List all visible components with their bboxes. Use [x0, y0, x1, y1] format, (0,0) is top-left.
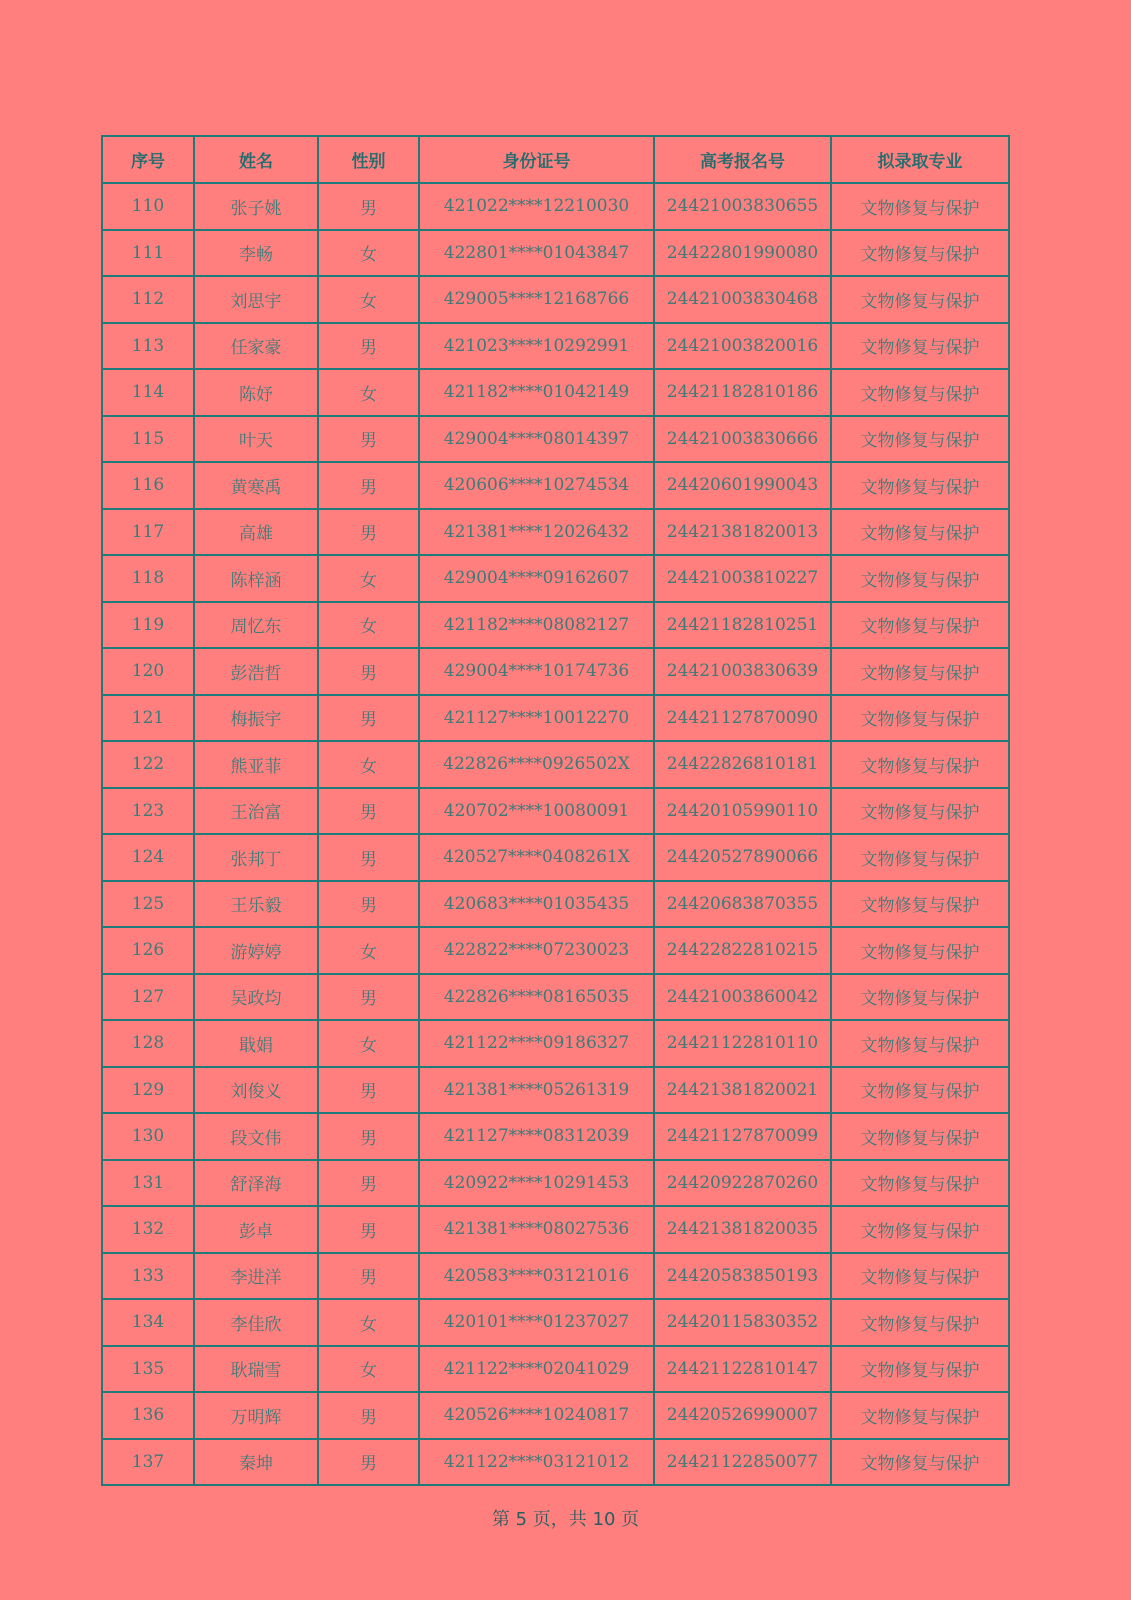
cell-id-number: 429004****10174736 [419, 648, 654, 695]
cell-name: 戢娟 [194, 1020, 318, 1067]
cell-seq: 129 [102, 1067, 194, 1114]
cell-exam-number: 24421122810110 [654, 1020, 831, 1067]
cell-major: 文物修复与保护 [831, 1253, 1009, 1300]
table-row [102, 927, 1009, 974]
cell-major: 文物修复与保护 [831, 1392, 1009, 1439]
cell-gender: 女 [318, 1020, 419, 1067]
cell-gender: 女 [318, 369, 419, 416]
cell-name: 陈梓涵 [194, 555, 318, 602]
table-row [102, 1160, 1009, 1207]
cell-major: 文物修复与保护 [831, 416, 1009, 463]
cell-gender: 男 [318, 1253, 419, 1300]
cell-gender: 男 [318, 323, 419, 370]
cell-major: 文物修复与保护 [831, 695, 1009, 742]
cell-seq: 122 [102, 741, 194, 788]
cell-name: 李进洋 [194, 1253, 318, 1300]
cell-exam-number: 24421003820016 [654, 323, 831, 370]
cell-seq: 135 [102, 1346, 194, 1393]
cell-major: 文物修复与保护 [831, 1299, 1009, 1346]
table-row [102, 183, 1009, 230]
table-row [102, 974, 1009, 1021]
cell-seq: 116 [102, 462, 194, 509]
cell-seq: 120 [102, 648, 194, 695]
cell-id-number: 421023****10292991 [419, 323, 654, 370]
cell-seq: 137 [102, 1439, 194, 1486]
cell-id-number: 422801****01043847 [419, 230, 654, 277]
cell-major: 文物修复与保护 [831, 1020, 1009, 1067]
cell-seq: 115 [102, 416, 194, 463]
cell-exam-number: 24421381820013 [654, 509, 831, 556]
cell-exam-number: 24420527890066 [654, 834, 831, 881]
cell-name: 游婷婷 [194, 927, 318, 974]
cell-exam-number: 24420683870355 [654, 881, 831, 928]
cell-id-number: 429004****08014397 [419, 416, 654, 463]
cell-exam-number: 24420922870260 [654, 1160, 831, 1207]
cell-seq: 110 [102, 183, 194, 230]
cell-major: 文物修复与保护 [831, 648, 1009, 695]
table-row [102, 1253, 1009, 1300]
cell-gender: 女 [318, 602, 419, 649]
cell-gender: 男 [318, 183, 419, 230]
cell-id-number: 421127****10012270 [419, 695, 654, 742]
page-number: 第 5 页，共 10 页 [491, 1509, 640, 1530]
table-row [102, 1439, 1009, 1486]
cell-major: 文物修复与保护 [831, 230, 1009, 277]
cell-exam-number: 24422822810215 [654, 927, 831, 974]
table-body [102, 183, 1009, 1485]
cell-seq: 119 [102, 602, 194, 649]
cell-gender: 女 [318, 276, 419, 323]
cell-name: 叶天 [194, 416, 318, 463]
cell-seq: 113 [102, 323, 194, 370]
cell-exam-number: 24421122810147 [654, 1346, 831, 1393]
cell-major: 文物修复与保护 [831, 974, 1009, 1021]
cell-exam-number: 24421003860042 [654, 974, 831, 1021]
cell-seq: 133 [102, 1253, 194, 1300]
cell-id-number: 421381****05261319 [419, 1067, 654, 1114]
cell-name: 李佳欣 [194, 1299, 318, 1346]
table-row [102, 1346, 1009, 1393]
cell-gender: 男 [318, 648, 419, 695]
cell-exam-number: 24421182810186 [654, 369, 831, 416]
cell-gender: 女 [318, 1299, 419, 1346]
table-row [102, 1020, 1009, 1067]
cell-gender: 男 [318, 881, 419, 928]
cell-major: 文物修复与保护 [831, 369, 1009, 416]
cell-seq: 134 [102, 1299, 194, 1346]
cell-name: 陈妤 [194, 369, 318, 416]
cell-major: 文物修复与保护 [831, 602, 1009, 649]
cell-id-number: 421127****08312039 [419, 1113, 654, 1160]
cell-name: 彭浩哲 [194, 648, 318, 695]
cell-gender: 男 [318, 1439, 419, 1486]
cell-gender: 男 [318, 974, 419, 1021]
cell-gender: 男 [318, 1206, 419, 1253]
cell-gender: 女 [318, 1346, 419, 1393]
cell-major: 文物修复与保护 [831, 276, 1009, 323]
cell-major: 文物修复与保护 [831, 1160, 1009, 1207]
table-row [102, 555, 1009, 602]
cell-exam-number: 24421122850077 [654, 1439, 831, 1486]
cell-id-number: 420606****10274534 [419, 462, 654, 509]
cell-major: 文物修复与保护 [831, 881, 1009, 928]
header-seq: 序号 [102, 136, 194, 183]
cell-seq: 136 [102, 1392, 194, 1439]
cell-id-number: 421122****09186327 [419, 1020, 654, 1067]
header-id-number: 身份证号 [419, 136, 654, 183]
table-row [102, 602, 1009, 649]
cell-major: 文物修复与保护 [831, 1206, 1009, 1253]
cell-id-number: 420922****10291453 [419, 1160, 654, 1207]
table-row [102, 695, 1009, 742]
cell-major: 文物修复与保护 [831, 1439, 1009, 1486]
cell-id-number: 421122****02041029 [419, 1346, 654, 1393]
cell-id-number: 420702****10080091 [419, 788, 654, 835]
cell-name: 彭卓 [194, 1206, 318, 1253]
cell-seq: 112 [102, 276, 194, 323]
table-header-row [102, 136, 1009, 183]
header-name: 姓名 [194, 136, 318, 183]
cell-seq: 127 [102, 974, 194, 1021]
cell-gender: 男 [318, 1113, 419, 1160]
cell-id-number: 421182****01042149 [419, 369, 654, 416]
cell-name: 李畅 [194, 230, 318, 277]
cell-name: 高雄 [194, 509, 318, 556]
cell-major: 文物修复与保护 [831, 1113, 1009, 1160]
admission-table [101, 135, 1010, 1486]
cell-gender: 男 [318, 462, 419, 509]
cell-seq: 132 [102, 1206, 194, 1253]
cell-id-number: 422822****07230023 [419, 927, 654, 974]
cell-id-number: 421182****08082127 [419, 602, 654, 649]
table-row [102, 1067, 1009, 1114]
cell-gender: 男 [318, 788, 419, 835]
table-row [102, 1299, 1009, 1346]
cell-id-number: 420527****0408261X [419, 834, 654, 881]
cell-major: 文物修复与保护 [831, 183, 1009, 230]
cell-name: 刘思宇 [194, 276, 318, 323]
cell-id-number: 420683****01035435 [419, 881, 654, 928]
cell-seq: 130 [102, 1113, 194, 1160]
cell-gender: 女 [318, 555, 419, 602]
cell-major: 文物修复与保护 [831, 462, 1009, 509]
cell-exam-number: 24421003830655 [654, 183, 831, 230]
table-row [102, 1392, 1009, 1439]
cell-exam-number: 24421003830639 [654, 648, 831, 695]
cell-name: 周忆东 [194, 602, 318, 649]
table-row [102, 1206, 1009, 1253]
cell-gender: 男 [318, 695, 419, 742]
cell-name: 刘俊义 [194, 1067, 318, 1114]
cell-id-number: 420526****10240817 [419, 1392, 654, 1439]
table-row [102, 416, 1009, 463]
cell-name: 熊亚菲 [194, 741, 318, 788]
cell-seq: 111 [102, 230, 194, 277]
cell-gender: 女 [318, 741, 419, 788]
cell-exam-number: 24421381820035 [654, 1206, 831, 1253]
cell-exam-number: 24420105990110 [654, 788, 831, 835]
cell-name: 段文伟 [194, 1113, 318, 1160]
cell-name: 张子姚 [194, 183, 318, 230]
cell-id-number: 420101****01237027 [419, 1299, 654, 1346]
cell-id-number: 422826****0926502X [419, 741, 654, 788]
cell-exam-number: 24420115830352 [654, 1299, 831, 1346]
cell-id-number: 421381****08027536 [419, 1206, 654, 1253]
cell-name: 耿瑞雪 [194, 1346, 318, 1393]
cell-seq: 125 [102, 881, 194, 928]
cell-name: 王乐毅 [194, 881, 318, 928]
cell-seq: 114 [102, 369, 194, 416]
cell-gender: 男 [318, 509, 419, 556]
cell-major: 文物修复与保护 [831, 834, 1009, 881]
cell-exam-number: 24421381820021 [654, 1067, 831, 1114]
table-row [102, 834, 1009, 881]
cell-exam-number: 24421127870090 [654, 695, 831, 742]
table-row [102, 276, 1009, 323]
cell-gender: 男 [318, 416, 419, 463]
table-row [102, 741, 1009, 788]
cell-name: 秦坤 [194, 1439, 318, 1486]
cell-name: 梅振宇 [194, 695, 318, 742]
table-row [102, 788, 1009, 835]
cell-name: 任家豪 [194, 323, 318, 370]
cell-seq: 121 [102, 695, 194, 742]
cell-seq: 128 [102, 1020, 194, 1067]
cell-gender: 男 [318, 834, 419, 881]
cell-exam-number: 24421182810251 [654, 602, 831, 649]
cell-seq: 124 [102, 834, 194, 881]
cell-id-number: 421022****12210030 [419, 183, 654, 230]
table-row [102, 230, 1009, 277]
cell-id-number: 420583****03121016 [419, 1253, 654, 1300]
header-major: 拟录取专业 [831, 136, 1009, 183]
cell-seq: 117 [102, 509, 194, 556]
cell-seq: 118 [102, 555, 194, 602]
cell-id-number: 429004****09162607 [419, 555, 654, 602]
cell-major: 文物修复与保护 [831, 555, 1009, 602]
table-row [102, 462, 1009, 509]
cell-exam-number: 24421003810227 [654, 555, 831, 602]
cell-name: 张邦丁 [194, 834, 318, 881]
cell-exam-number: 24421127870099 [654, 1113, 831, 1160]
cell-id-number: 421122****03121012 [419, 1439, 654, 1486]
table-row [102, 648, 1009, 695]
cell-seq: 131 [102, 1160, 194, 1207]
cell-exam-number: 24421003830666 [654, 416, 831, 463]
cell-major: 文物修复与保护 [831, 741, 1009, 788]
cell-gender: 女 [318, 927, 419, 974]
cell-id-number: 421381****12026432 [419, 509, 654, 556]
table-row [102, 323, 1009, 370]
table-row [102, 509, 1009, 556]
cell-gender: 男 [318, 1160, 419, 1207]
cell-exam-number: 24420601990043 [654, 462, 831, 509]
cell-id-number: 429005****12168766 [419, 276, 654, 323]
cell-seq: 123 [102, 788, 194, 835]
cell-gender: 男 [318, 1067, 419, 1114]
cell-name: 王治富 [194, 788, 318, 835]
header-exam-number: 高考报名号 [654, 136, 831, 183]
cell-major: 文物修复与保护 [831, 509, 1009, 556]
cell-name: 黄寒禹 [194, 462, 318, 509]
cell-name: 吴政均 [194, 974, 318, 1021]
cell-exam-number: 24420583850193 [654, 1253, 831, 1300]
cell-gender: 男 [318, 1392, 419, 1439]
cell-name: 舒泽海 [194, 1160, 318, 1207]
table-row [102, 881, 1009, 928]
cell-major: 文物修复与保护 [831, 323, 1009, 370]
cell-major: 文物修复与保护 [831, 788, 1009, 835]
cell-exam-number: 24420526990007 [654, 1392, 831, 1439]
cell-major: 文物修复与保护 [831, 927, 1009, 974]
header-gender: 性别 [318, 136, 419, 183]
table-row [102, 369, 1009, 416]
cell-exam-number: 24422801990080 [654, 230, 831, 277]
cell-seq: 126 [102, 927, 194, 974]
cell-major: 文物修复与保护 [831, 1067, 1009, 1114]
cell-gender: 女 [318, 230, 419, 277]
cell-exam-number: 24421003830468 [654, 276, 831, 323]
cell-major: 文物修复与保护 [831, 1346, 1009, 1393]
cell-exam-number: 24422826810181 [654, 741, 831, 788]
cell-name: 万明辉 [194, 1392, 318, 1439]
table-row [102, 1113, 1009, 1160]
cell-id-number: 422826****08165035 [419, 974, 654, 1021]
